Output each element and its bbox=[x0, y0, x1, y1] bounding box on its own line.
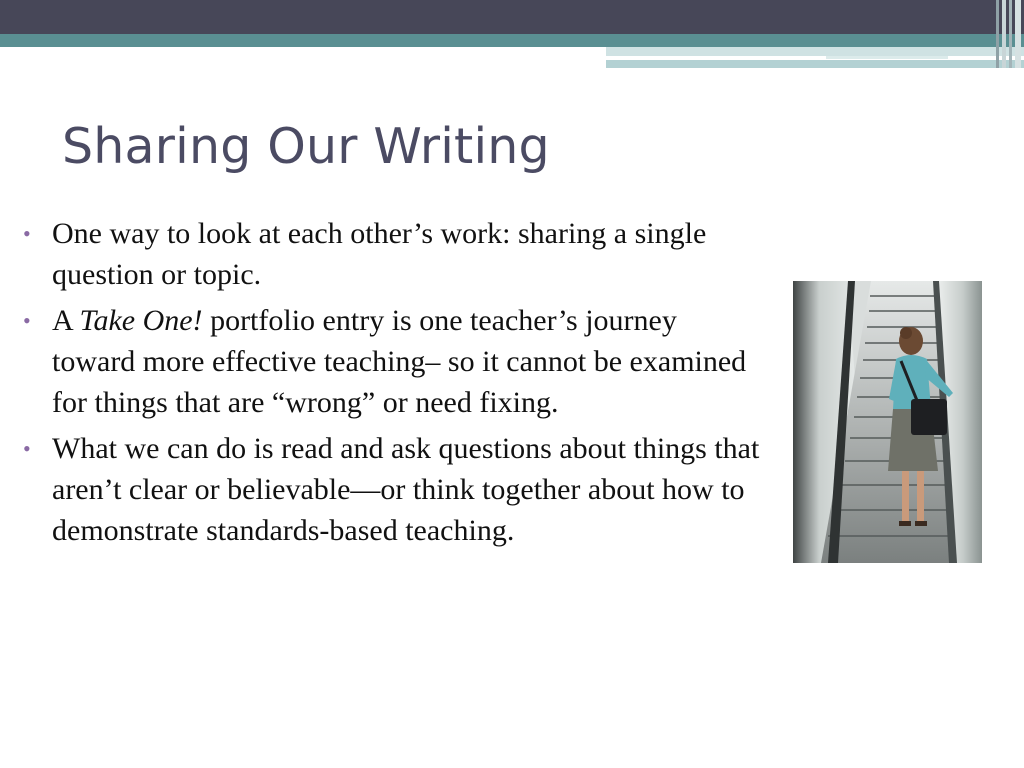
bullet-text-italic: Take One! bbox=[79, 304, 203, 337]
slide-title: Sharing Our Writing bbox=[62, 118, 550, 175]
header-accent-bar bbox=[606, 47, 1024, 56]
header-dark-band bbox=[0, 0, 1024, 34]
bullet-list bbox=[23, 213, 763, 556]
bullet-text: What we can do is read and ask questions about things that aren’t clear or believable—or think together about how to demonstrate standards-based teaching. bbox=[52, 432, 760, 547]
escalator-photo-icon bbox=[793, 281, 982, 563]
bullet-icon: • bbox=[23, 308, 31, 333]
header-accent-bar-lower bbox=[606, 60, 1024, 68]
bullet-item bbox=[23, 213, 763, 295]
bullet-item bbox=[23, 428, 763, 551]
bullet-text-suffix: portfolio entry is one teacher’s journey toward more effective teaching– so it cannot be examined for things that are “wrong” or need fixing. bbox=[52, 304, 747, 419]
bullet-icon: • bbox=[23, 436, 31, 461]
header-teal-band bbox=[0, 34, 1024, 47]
bullet-text: One way to look at each other’s work: sharing a single question or topic. bbox=[52, 217, 707, 291]
header-vertical-stripes bbox=[994, 0, 1024, 68]
header-accent-line bbox=[826, 56, 948, 59]
bullet-text-prefix: A bbox=[52, 304, 80, 337]
bullet-item bbox=[23, 300, 763, 423]
bullet-icon: • bbox=[23, 221, 31, 246]
